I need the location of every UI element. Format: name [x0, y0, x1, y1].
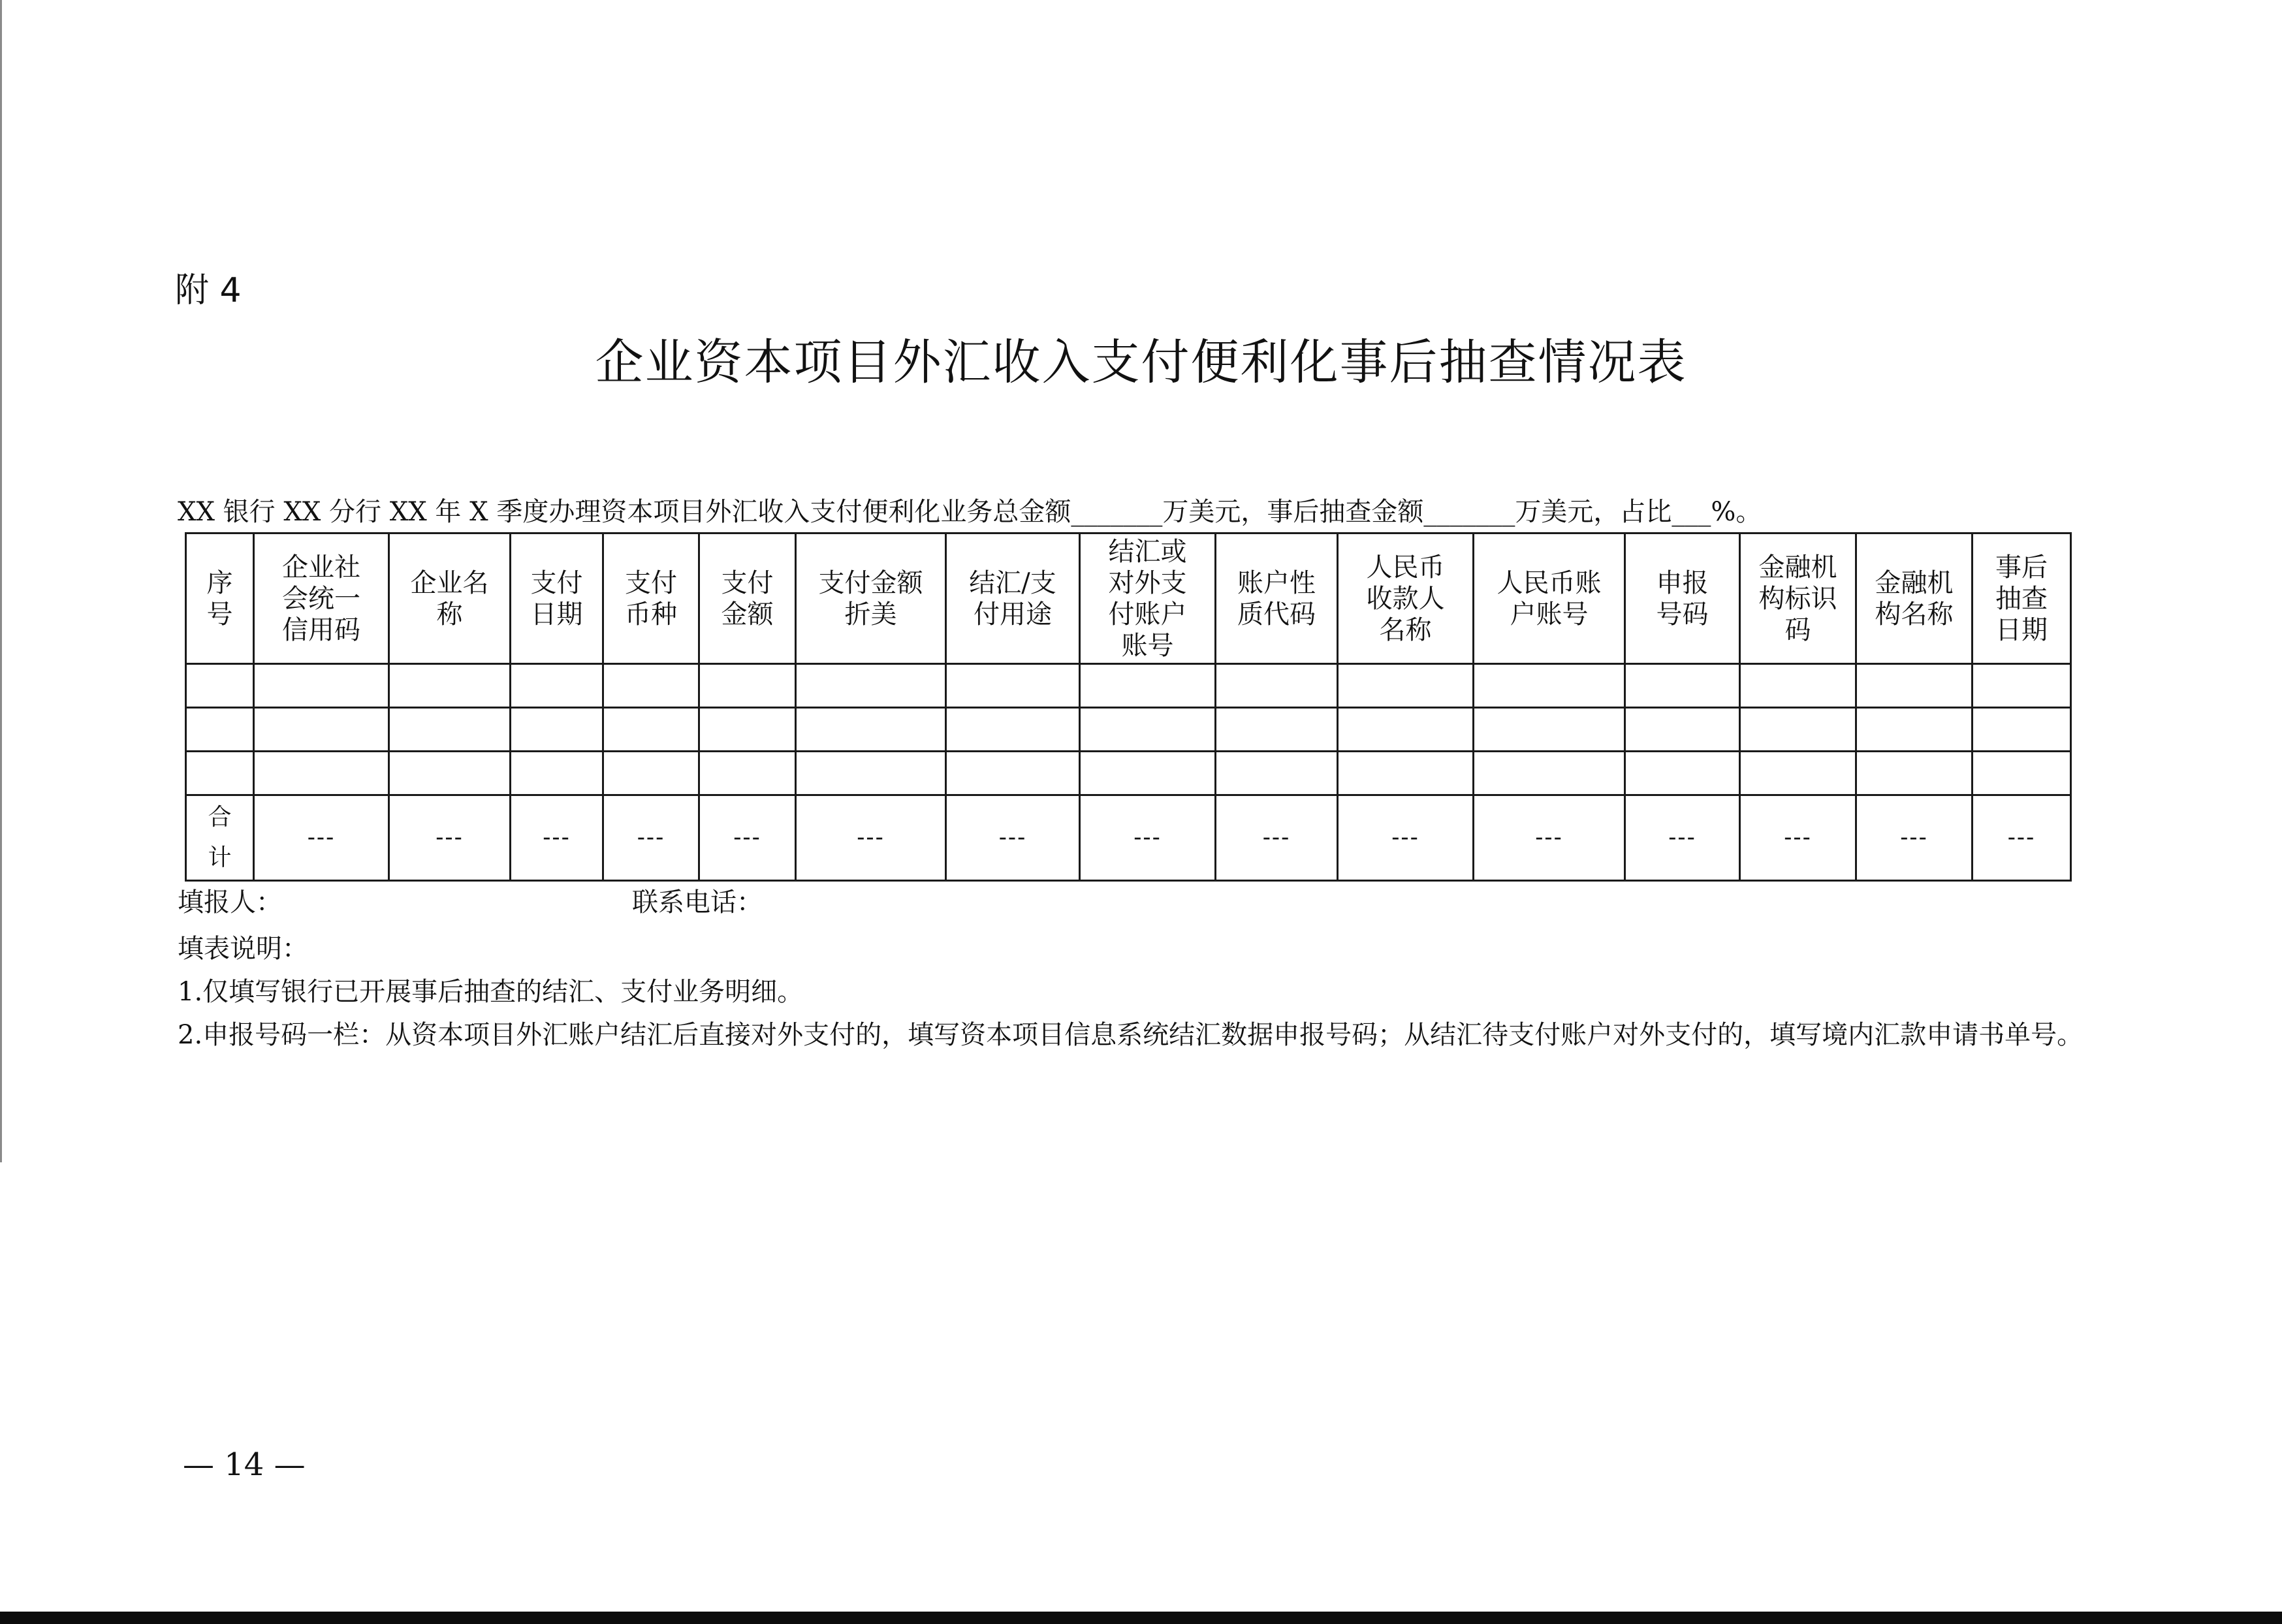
table-cell: [186, 752, 254, 795]
header-credit-code: [254, 533, 389, 664]
table-cell: [254, 752, 389, 795]
note-item: 1.仅填写银行已开展事后抽查的结汇、支付业务明细。: [178, 977, 804, 1007]
total-row: [186, 795, 2071, 881]
table-cell: [1216, 708, 1338, 752]
table-cell: [1856, 664, 1973, 708]
header-label: 账户性质代码: [1237, 567, 1316, 629]
total-cell: ---: [946, 795, 1080, 881]
total-cell: ---: [254, 795, 389, 881]
header-institution-name: [1856, 533, 1973, 664]
total-cell: ---: [1973, 795, 2071, 881]
attachment-label: 附 4: [175, 271, 242, 310]
header-purpose: [946, 533, 1080, 664]
table-cell: [1740, 752, 1856, 795]
table-cell: [946, 752, 1080, 795]
scan-bottom-edge: [0, 1612, 2282, 1624]
total-cell: ---: [699, 795, 796, 881]
header-label: 序号: [206, 567, 233, 629]
table-cell: [1973, 664, 2071, 708]
table-cell: [254, 664, 389, 708]
table-cell: [699, 752, 796, 795]
scan-left-edge: [0, 0, 2, 1162]
header-label: 支付金额: [721, 567, 774, 629]
table-cell: [1080, 708, 1216, 752]
total-cell: ---: [796, 795, 946, 881]
table-cell: [389, 752, 511, 795]
table-cell: [389, 664, 511, 708]
table-cell: [1474, 664, 1625, 708]
total-cell: ---: [511, 795, 603, 881]
total-cell: ---: [603, 795, 699, 881]
header-account-type-code: [1216, 533, 1338, 664]
header-amount-usd: [796, 533, 946, 664]
table-cell: [1474, 752, 1625, 795]
header-declaration-number: [1625, 533, 1740, 664]
table-cell: [1625, 708, 1740, 752]
total-cell: ---: [1625, 795, 1740, 881]
table-cell: [603, 752, 699, 795]
header-label: 支付金额折美: [818, 567, 923, 629]
table-cell: [946, 708, 1080, 752]
notes-heading: 填表说明：: [178, 934, 308, 964]
table-cell: [1216, 752, 1338, 795]
header-label: 金融机构名称: [1875, 567, 1954, 629]
header-label: 支付币种: [625, 567, 677, 629]
page-number: — 14 —: [183, 1446, 306, 1483]
total-label: 合计: [208, 804, 232, 871]
table-cell: [1080, 752, 1216, 795]
header-label: 结汇/支付用途: [969, 567, 1056, 629]
table-row: [186, 752, 2071, 795]
header-label: 人民币收款人名称: [1366, 552, 1445, 645]
total-cell: ---: [1856, 795, 1973, 881]
table-cell: [1216, 664, 1338, 708]
header-payment-amount: [699, 533, 796, 664]
table-cell: [1474, 708, 1625, 752]
table-cell: [1625, 752, 1740, 795]
total-cell: ---: [1474, 795, 1625, 881]
table-cell: [511, 752, 603, 795]
total-cell: ---: [1740, 795, 1856, 881]
table-cell: [1856, 708, 1973, 752]
table-header-row: [186, 533, 2071, 664]
note-item: 2.申报号码一栏：从资本项目外汇账户结汇后直接对外支付的，填写资本项目信息系统结汇数据申报号码；从结汇待支付账户对外支付的，填写境内汇款申请书单号。: [178, 1020, 2084, 1050]
summary-statement: XX 银行 XX 分行 XX 年 X 季度办理资本项目外汇收入支付便利化业务总金额_______万美元，事后抽查金额_______万美元，占比___%。: [178, 497, 1762, 527]
table-row: [186, 664, 2071, 708]
total-cell: ---: [1216, 795, 1338, 881]
table-row: [186, 708, 2071, 752]
table-cell: [603, 708, 699, 752]
header-inspection-date: [1973, 533, 2071, 664]
header-serial-number: [186, 533, 254, 664]
header-institution-code: [1740, 533, 1856, 664]
header-label: 结汇或对外支付账户账号: [1108, 536, 1187, 661]
header-label: 支付日期: [530, 567, 583, 629]
header-label: 企业社会统一信用码: [282, 552, 360, 645]
table-cell: [1740, 708, 1856, 752]
header-account-number: [1080, 533, 1216, 664]
header-label: 金融机构标识码: [1758, 552, 1837, 645]
table-cell: [1856, 752, 1973, 795]
total-cell: ---: [1338, 795, 1474, 881]
table-cell: [1625, 664, 1740, 708]
table-cell: [1338, 708, 1474, 752]
table-cell: [796, 664, 946, 708]
header-label: 申报号码: [1656, 567, 1709, 629]
table-cell: [699, 664, 796, 708]
table-cell: [699, 708, 796, 752]
reporter-label: 填报人：: [178, 887, 282, 917]
table-cell: [186, 664, 254, 708]
table-cell: [389, 708, 511, 752]
filling-instructions: [178, 927, 2084, 1057]
table-cell: [1338, 664, 1474, 708]
header-payment-date: [511, 533, 603, 664]
table-cell: [1973, 752, 2071, 795]
table-cell: [186, 708, 254, 752]
header-company-name: [389, 533, 511, 664]
total-label-cell: [186, 795, 254, 881]
header-rmb-payee-name: [1338, 533, 1474, 664]
inspection-table: [185, 532, 2072, 882]
header-label: 企业名称: [410, 567, 489, 629]
total-cell: ---: [1080, 795, 1216, 881]
page-title: 企业资本项目外汇收入支付便利化事后抽查情况表: [595, 334, 1687, 390]
table-cell: [1973, 708, 2071, 752]
table-cell: [796, 752, 946, 795]
total-cell: ---: [389, 795, 511, 881]
table-cell: [946, 664, 1080, 708]
contact-phone-label: 联系电话：: [632, 887, 763, 917]
table-cell: [796, 708, 946, 752]
table-cell: [254, 708, 389, 752]
table-cell: [1080, 664, 1216, 708]
table-cell: [1338, 752, 1474, 795]
table-cell: [511, 708, 603, 752]
header-payment-currency: [603, 533, 699, 664]
table-cell: [1740, 664, 1856, 708]
table-cell: [511, 664, 603, 708]
header-rmb-account-number: [1474, 533, 1625, 664]
header-label: 事后抽查日期: [1995, 552, 2048, 645]
table-cell: [603, 664, 699, 708]
header-label: 人民币账户账号: [1497, 567, 1602, 629]
